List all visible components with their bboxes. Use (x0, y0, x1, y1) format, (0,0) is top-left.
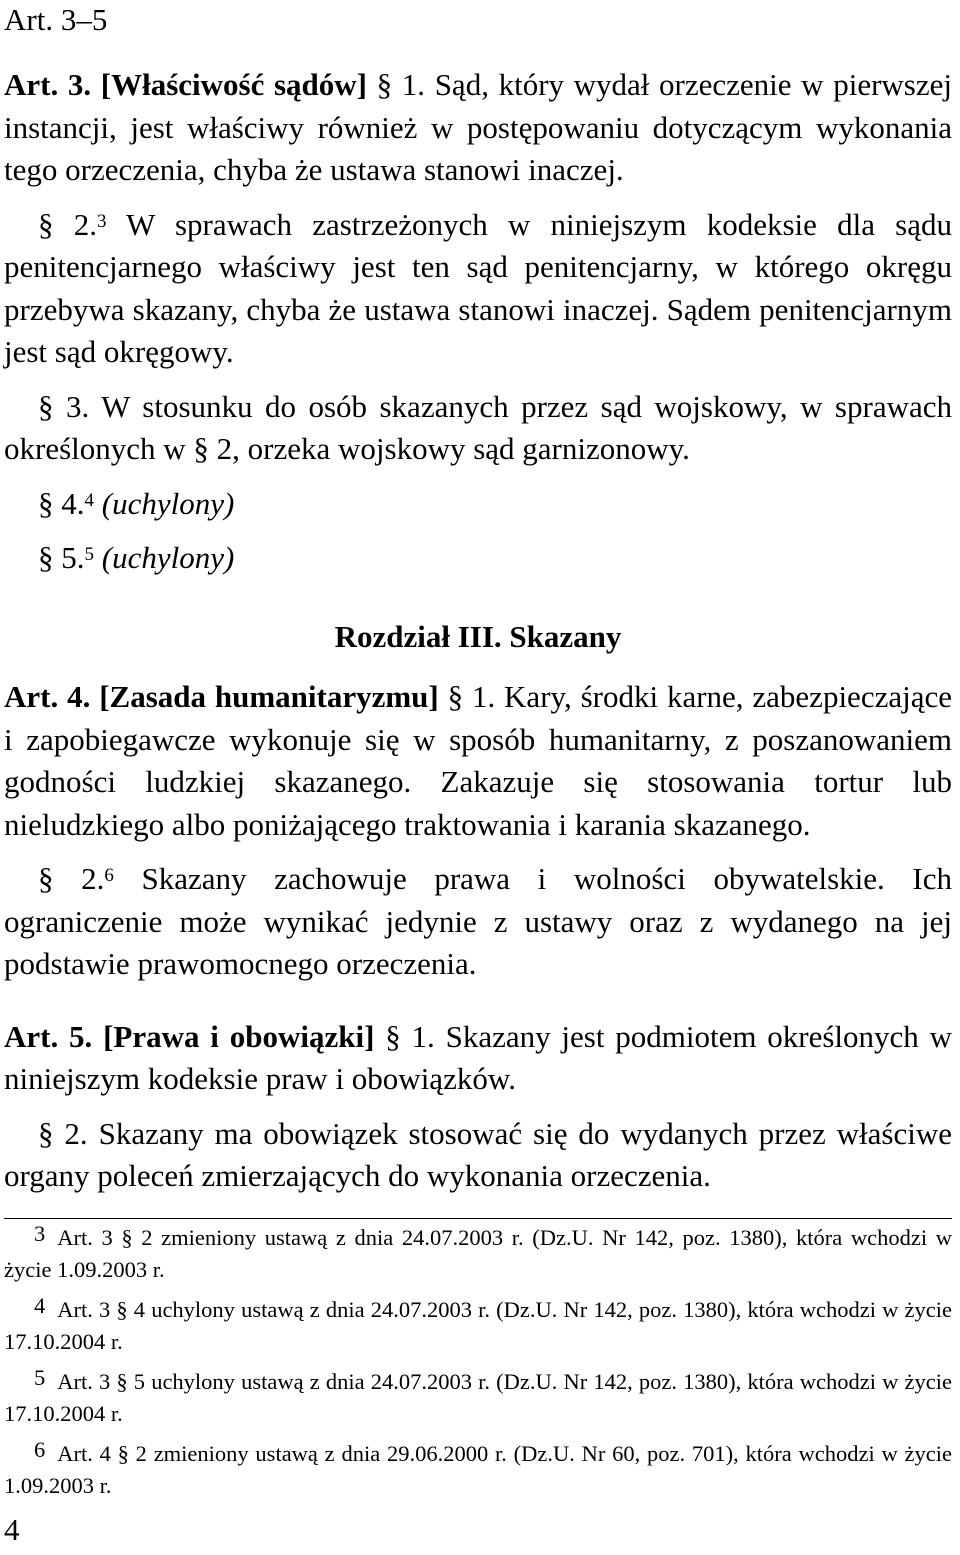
article-3-paragraph-1 (4, 64, 952, 192)
article-3-par-1-text: § 1. Sąd, który wydał orzeczenie w pierwszej instancji, jest właściwy również w postępowaniu dotyczącym wykonania tego orzeczenia, chyba że ustawa stanowi inaczej. (4, 67, 952, 187)
article-3-title: [Właściwość sądów] (100, 67, 368, 102)
running-header: Art. 3–5 (4, 2, 108, 37)
article-3-paragraph-2 (4, 204, 952, 374)
document-page (4, 0, 952, 1555)
footnote-text: Art. 3 § 2 zmieniony ustawą z dnia 24.07.2003 r. (Dz.U. Nr 142, poz. 1380), która wchodzi w życie 1.09.2003 r. (4, 1225, 952, 1282)
footnote-ref-6: 6 (104, 865, 114, 886)
article-3-label: Art. 3. (4, 67, 92, 102)
page-number: 4 (4, 1512, 20, 1547)
footnote-3 (4, 1222, 952, 1286)
footnote-ref-3: 3 (96, 210, 107, 232)
footnote-text: Art. 3 § 5 uchylony ustawą z dnia 24.07.2003 r. (Dz.U. Nr 142, poz. 1380), która wchodzi w życie 17.10.2004 r. (4, 1369, 952, 1426)
article-5-title: [Prawa i obowiązki] (103, 1018, 375, 1054)
footnote-ref-4: 4 (84, 489, 94, 511)
main-text (4, 64, 952, 1198)
article-4-par-1-text: § 1. Kary, środki karne, zabezpieczające i zapobiegawcze wykonuje się w sposób humanitarny, z poszanowaniem godności ludzkiej skazanego. Zakazuje się stosowania tortur lub nieludzkiego albo poniżającego traktowania i karania skazanego. (4, 679, 952, 842)
footnote-text: Art. 4 § 2 zmieniony ustawą z dnia 29.06.2000 r. (Dz.U. Nr 60, poz. 701), która wchodzi w życie 1.09.2003 r. (4, 1441, 952, 1498)
article-4-paragraph-2 (4, 858, 952, 986)
article-5-paragraph-1 (4, 1016, 952, 1101)
footnote-number: 3 (34, 1221, 46, 1246)
article-3-paragraph-4 (4, 483, 952, 526)
article-3-paragraph-5 (4, 537, 952, 580)
article-4-paragraph-1 (4, 676, 952, 846)
article-4-title: [Zasada humanitaryzmu] (99, 679, 439, 714)
article-4-par-2-number: § 2. (38, 861, 105, 896)
footnote-text: Art. 3 § 4 uchylony ustawą z dnia 24.07.2003 r. (Dz.U. Nr 142, poz. 1380), która wchodzi w życie 17.10.2004 r. (4, 1297, 952, 1354)
article-3-par-2-number: § 2. (38, 206, 97, 242)
footnote-number: 5 (34, 1365, 46, 1390)
footnote-ref-5: 5 (84, 544, 94, 565)
article-3-par-5-number: § 5. (38, 540, 85, 575)
article-5-paragraph-2: § 2. Skazany ma obowiązek stosować się do wydanych przez właściwe organy poleceń zmierzających do wykonania orzeczenia. (4, 1115, 952, 1193)
article-5-label: Art. 5. (4, 1018, 93, 1054)
article-4-par-2-text: Skazany zachowuje prawa i wolności obywatelskie. Ich ograniczenie może wynikać jedynie z ustawy oraz z wydanego na jej podstawie prawomocnego orzeczenia. (4, 861, 953, 981)
footnotes (4, 1222, 952, 1502)
article-3-paragraph-3: § 3. W stosunku do osób skazanych przez sąd wojskowy, w sprawach określonych w § 2, orzeka wojskowy sąd garnizonowy. (4, 388, 952, 466)
article-3-par-4-number: § 4. (38, 485, 85, 521)
footnote-4 (4, 1294, 952, 1358)
footnote-6 (4, 1438, 952, 1502)
article-3-par-2-text: W sprawach zastrzeżonych w niniejszym kodeksie dla sądu penitencjarnego właściwy jest ten sąd penitencjarny, w którego okręgu przebywa skazany, chyba że ustawa stanowi inaczej. Sądem penitencjarnym jest sąd okręgowy. (4, 206, 952, 369)
chapter-heading: Rozdział III. Skazany (334, 618, 622, 654)
footnote-number: 6 (34, 1437, 46, 1462)
article-5-par-1-text: § 1. Skazany jest podmiotem określonych w niniejszym kodeksie praw i obowiązków. (4, 1018, 952, 1096)
footnote-number: 4 (34, 1293, 46, 1318)
article-3-par-5-text: (uchylony) (101, 540, 235, 575)
footnote-5 (4, 1366, 952, 1430)
footnote-separator (4, 1218, 952, 1219)
article-4-label: Art. 4. (4, 679, 91, 714)
article-3-par-4-text: (uchylony) (101, 485, 235, 521)
